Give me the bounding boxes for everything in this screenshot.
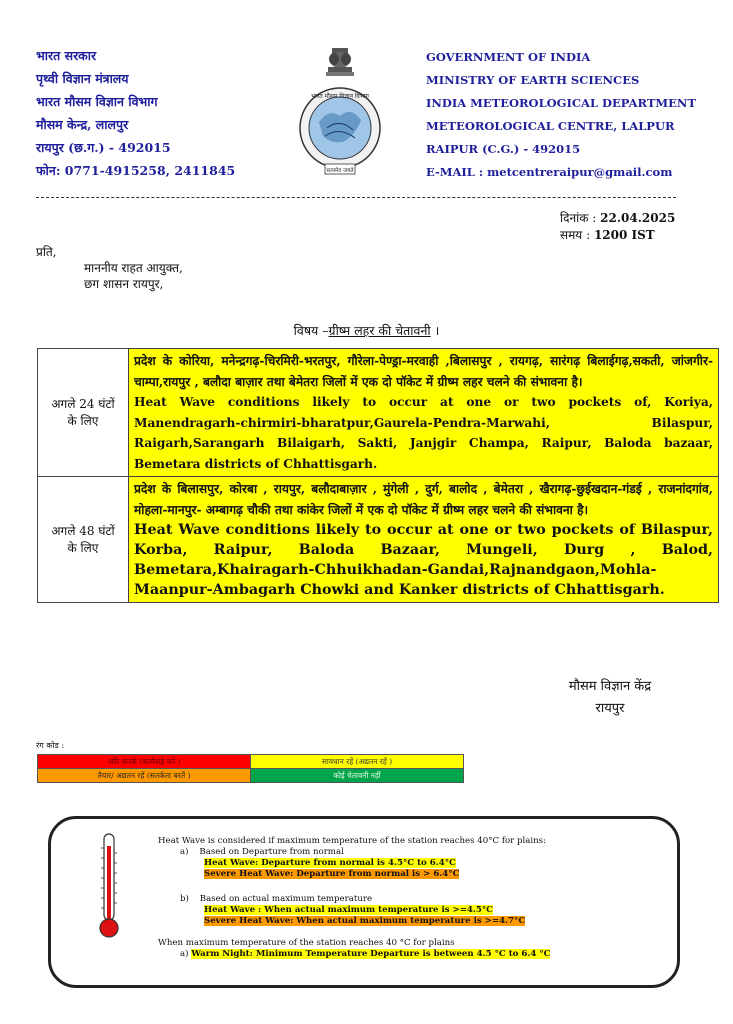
- emblem-icon: [295, 46, 385, 186]
- warning-table: [37, 348, 719, 603]
- header-english-line: INDIA METEOROLOGICAL DEPARTMENT: [426, 96, 696, 110]
- subject-line: [0, 322, 733, 339]
- criteria-a: [180, 847, 658, 858]
- date-label: दिनांक :: [560, 211, 597, 225]
- imd-emblem: [295, 46, 385, 186]
- warning-text: [129, 349, 719, 477]
- warning-period: [38, 477, 129, 603]
- criteria-b-title: Based on actual maximum temperature: [199, 894, 373, 904]
- criteria-night-intro: When maximum temperature of the station reaches 40 °C for plains: [158, 938, 455, 948]
- criteria-intro: Heat Wave is considered if maximum temperature of the station reaches 40°C for plains:: [158, 836, 546, 846]
- time-label: समय :: [560, 228, 591, 242]
- recipient-line: छग शासन रायपुर,: [84, 277, 164, 291]
- criteria-a2: Severe Heat Wave: Departure from normal is > 6.4°C: [204, 869, 460, 879]
- warning-row-24h: [38, 349, 719, 477]
- header-hindi-line: फोन: 0771-4915258, 2411845: [36, 163, 236, 178]
- header-hindi-line: मौसम केन्द्र, लालपुर: [36, 117, 129, 132]
- header-hindi-line: भारत मौसम विज्ञान विभाग: [36, 94, 158, 109]
- header-divider: [36, 197, 676, 198]
- color-code-label: रंग कोड :: [36, 741, 65, 750]
- warning-hindi: प्रदेश के कोरिया, मनेन्द्रगढ़-चिरमिरी-भरतपुर, गौरेला-पेण्ड्रा-मरवाही ,बिलासपुर , रायगढ़, सारंगढ़ बिलाईगढ़,सकती, जांजगीर-चाम्पा,रायपुर , बलौदा बाज़ार तथा बेमेतरा जिलों में एक दो पॉकेट में ग्रीष्म लहर चलने की संभावना है।: [134, 354, 713, 389]
- period-line: अगले 48 घंटों: [51, 523, 115, 538]
- subject-text: ग्रीष्म लहर की चेतावनी: [328, 323, 431, 338]
- criteria-a1: Heat Wave: Departure from normal is 4.5°C to 6.4°C: [204, 858, 456, 868]
- signature-block: [540, 676, 680, 720]
- legend-red: अति सतर्क (कार्यवाई करें ): [38, 755, 251, 769]
- criteria-b: [180, 894, 658, 905]
- warning-english: Heat Wave conditions likely to occur at one or two pockets of Bilaspur, Korba, Raipur, Baloda Bazaar, Mungeli, Durg , Balod, Bemetara,Khairagarh-Chhuikhadan-Gandai,Rajnandgaon,Mohla-Maanpur-Ambagarh Chowki and Kanker districts of Chhattisgarh.: [134, 522, 713, 598]
- svg-text:भारत मौसम विज्ञान विभाग: भारत मौसम विज्ञान विभाग: [311, 93, 369, 100]
- header-hindi-line: पृथ्वी विज्ञान मंत्रालय: [36, 71, 129, 86]
- warning-english: Heat Wave conditions likely to occur at one or two pockets of, Koriya, Manendragarh-chirmiri-bharatpur,Gaurela-Pendra-Marwahi, Bilaspur, Raigarh,Sarangarh Bilaigarh, Sakti, Janjgir Champa, Raipur, Baloda bazaar, Bemetara districts of Chhattisgarh.: [134, 395, 713, 471]
- criteria-night-label: a): [180, 949, 189, 959]
- criteria-a-title: Based on Departure from normal: [199, 847, 344, 857]
- header-hindi-line: रायपुर (छ.ग.) - 492015: [36, 140, 171, 155]
- signature-line: रायपुर: [595, 701, 625, 716]
- period-line: के लिए: [67, 540, 99, 555]
- svg-text:सत्यमेव जयते: सत्यमेव जयते: [326, 168, 354, 174]
- date-value: 22.04.2025: [600, 211, 676, 225]
- date-time-block: [560, 210, 675, 244]
- header-hindi: [36, 44, 235, 182]
- recipient-address: [84, 260, 183, 292]
- header-english-line: RAIPUR (C.G.) - 492015: [426, 142, 581, 156]
- header-english-line: GOVERNMENT OF INDIA: [426, 50, 591, 64]
- criteria-a-label: a): [180, 847, 189, 857]
- criteria-night-text: Warm Night: Minimum Temperature Departure is between 4.5 °C to 6.4 °C: [191, 949, 551, 959]
- warning-period: [38, 349, 129, 477]
- period-line: के लिए: [67, 413, 99, 428]
- header-english-line: MINISTRY OF EARTH SCIENCES: [426, 73, 640, 87]
- header-english-line: METEOROLOGICAL CENTRE, LALPUR: [426, 119, 675, 133]
- signature-line: मौसम विज्ञान केंद्र: [568, 679, 652, 694]
- header-english-line: E-MAIL : metcentreraipur@gmail.com: [426, 165, 673, 179]
- criteria-b-label: b): [180, 894, 189, 904]
- criteria-night: [180, 949, 658, 960]
- legend-orange: तैयार/ अद्यतन रहें (सतर्कता बरतें ): [38, 769, 251, 783]
- header-hindi-line: भारत सरकार: [36, 48, 97, 63]
- warning-text: [129, 477, 719, 603]
- time-value: 1200 IST: [593, 228, 655, 242]
- period-line: अगले 24 घंटों: [51, 396, 115, 411]
- criteria-b2: Severe Heat Wave: When actual maximum temperature is >=4.7°C: [204, 916, 526, 926]
- warning-hindi: प्रदेश के बिलासपुर, कोरबा , रायपुर, बलौदाबाज़ार , मुंगेली , दुर्ग, बालोद , बेमेतरा , खैरागढ़-छुईखदान-गंडई , राजनांदगांव, मोहला-मानपुर- अम्बागढ़ चौकी तथा कांकेर जिलों में एक दो पॉकेट में ग्रीष्म लहर चलने की संभावना है।: [134, 482, 713, 517]
- criteria-b1: Heat Wave : When actual maximum temperature is >=4.5°C: [204, 905, 494, 915]
- header-english: [426, 46, 696, 184]
- criteria-text: [158, 836, 658, 960]
- recipient-line: माननीय राहत आयुक्त,: [84, 261, 183, 275]
- recipient-prati: प्रति,: [36, 245, 57, 259]
- warning-row-48h: [38, 477, 719, 603]
- color-code-legend: [37, 754, 464, 783]
- subject-suffix: ।: [430, 323, 440, 338]
- thermometer-icon: [98, 832, 120, 940]
- legend-green: कोई चेतावनी नहीं: [251, 769, 464, 783]
- subject-prefix: विषय –: [293, 323, 329, 338]
- legend-yellow: सावधान रहें (अद्यतन रहें ): [251, 755, 464, 769]
